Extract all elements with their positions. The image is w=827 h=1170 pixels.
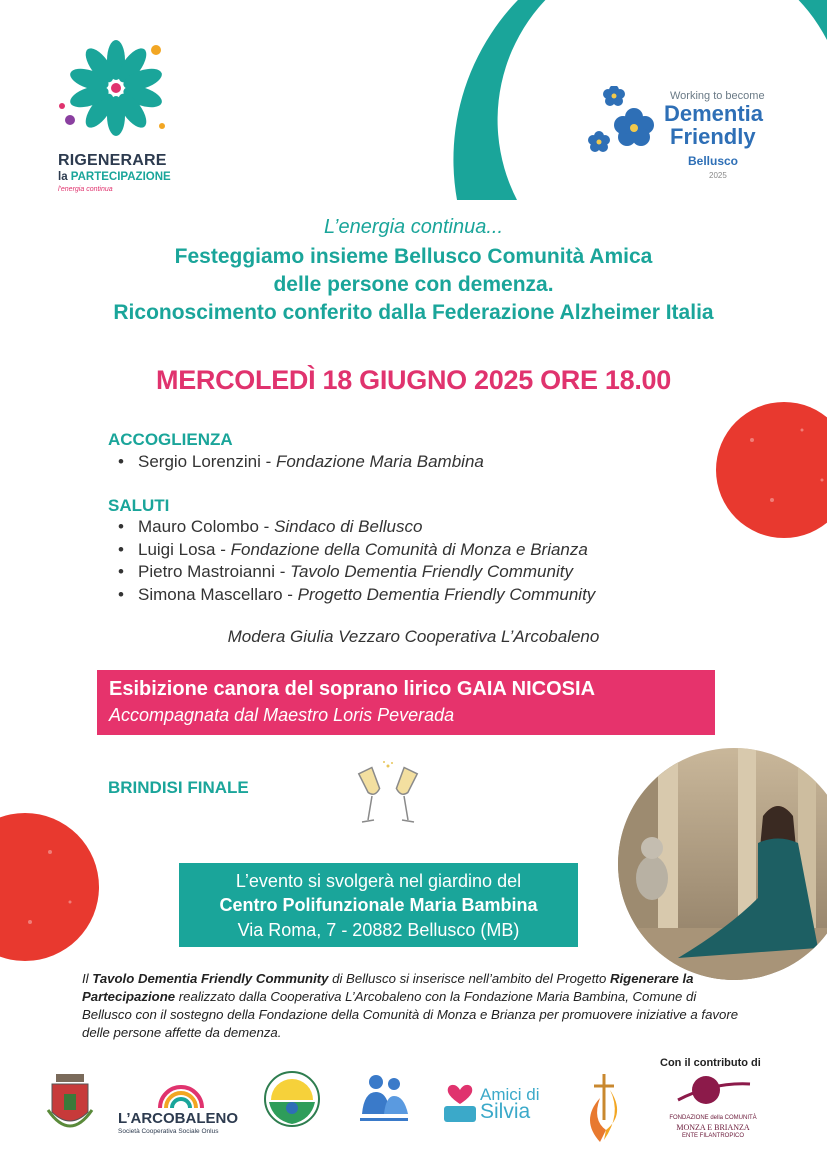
- headline-line1: Festeggiamo insieme Bellusco Comunità Amica: [174, 245, 653, 268]
- performance-title: Esibizione canora del soprano lirico GAIA NICOSIA: [109, 678, 596, 700]
- amici-name: Amici di Silvia: [480, 1085, 540, 1123]
- df-line1: Dementia: [664, 101, 764, 126]
- parrocchia-logo: [570, 1070, 640, 1150]
- rigenerare-subname: la PARTECIPAZIONE: [58, 171, 171, 183]
- forget-me-not-icon: [582, 86, 666, 166]
- saluti-title: SALUTI: [108, 496, 170, 515]
- rigenerare-name: RIGENERARE: [58, 152, 167, 169]
- arcobaleno-name: L’ARCOBALENO: [118, 1110, 238, 1127]
- rigenerare-logo: [52, 36, 182, 196]
- fcm-emblem-icon: [668, 1070, 758, 1114]
- dementia-friendly-logo: [582, 86, 802, 186]
- performance-subtitle: Accompagnata dal Maestro Loris Peverada: [109, 705, 455, 725]
- list-item: • Mauro Colombo - Sindaco di Bellusco: [138, 516, 595, 539]
- arcobaleno-logo: [118, 1070, 242, 1150]
- venue-address: Via Roma, 7 - 20882 Bellusco (MB): [237, 920, 520, 940]
- flower-icon: [52, 36, 172, 148]
- event-date: MERCOLEDÌ 18 GIUGNO 2025 ORE 18.00: [156, 365, 671, 395]
- rainbow-icon: [156, 1074, 206, 1110]
- venue-line1: L’evento si svolgerà nel giardino del: [235, 871, 522, 891]
- df-line2: Friendly: [670, 124, 756, 149]
- df-working: Working to become: [670, 90, 765, 102]
- venue-box: [179, 863, 578, 947]
- cross-flame-icon: [570, 1070, 640, 1146]
- maria-bambina-icon: [263, 1070, 321, 1128]
- coat-of-arms-icon: [46, 1070, 94, 1140]
- df-year: 2025: [709, 171, 727, 180]
- project-description: Il Tavolo Dementia Friendly Community di Bellusco si inserisce nell’ambito del Progetto Rigenerare la Partecipazione realizzato dalla Cooperativa L’Arcobaleno con la Fondazione Maria Bambina, Comune di Bellusco con il sostegno della Fondazione della Comunità di Monza e Brianza per promuovere iniziative a favore delle persone affette da demenza.: [82, 971, 739, 1040]
- fondazione-maria-bambina-logo: [263, 1070, 321, 1150]
- saluti-list: [138, 516, 595, 606]
- venue-name: Centro Polifunzionale Maria Bambina: [219, 895, 538, 915]
- performance-banner: [97, 670, 715, 735]
- champagne-glasses-icon: [350, 760, 426, 830]
- accoglienza-title: ACCOGLIENZA: [108, 430, 233, 449]
- contributo-label: Con il contributo di: [660, 1057, 761, 1069]
- soprano-photo: [618, 748, 827, 980]
- fcm-line2: MONZA E BRIANZA: [676, 1123, 750, 1132]
- df-place: Bellusco: [688, 154, 739, 168]
- brindisi-title: BRINDISI FINALE: [108, 778, 249, 797]
- list-item: • Simona Mascellaro - Progetto Dementia Friendly Community: [138, 584, 595, 607]
- fcm-line1: FONDAZIONE della COMUNITÀ: [669, 1115, 757, 1121]
- fondazione-comunita-mb-logo: [668, 1070, 758, 1150]
- headline-intro: L’energia continua...: [323, 216, 504, 238]
- heart-hand-icon: [442, 1080, 478, 1124]
- moderator: Modera Giulia Vezzaro Cooperativa L’Arcobaleno: [227, 627, 600, 646]
- comune-bellusco-logo: [46, 1070, 94, 1150]
- gruppo-volontari-logo: [356, 1070, 412, 1150]
- headline-line2: delle persone con demenza.: [273, 273, 554, 296]
- decorative-red-circle-right: [712, 400, 827, 540]
- volunteers-icon: [356, 1070, 412, 1126]
- list-item: • Pietro Mastroianni - Tavolo Dementia Friendly Community: [138, 561, 595, 584]
- headline-line3: Riconoscimento conferito dalla Federazione Alzheimer Italia: [113, 301, 714, 324]
- list-item: • Sergio Lorenzini - Fondazione Maria Bambina: [138, 451, 484, 474]
- fcm-line3: ENTE FILANTROPICO: [681, 1133, 744, 1139]
- amici-di-silvia-logo: [442, 1070, 552, 1150]
- decorative-red-circle-left: [0, 812, 100, 962]
- arcobaleno-sub: Società Cooperativa Sociale Onlus: [118, 1128, 219, 1135]
- accoglienza-list: [138, 451, 484, 474]
- rigenerare-tagline: l'energia continua: [58, 186, 113, 193]
- list-item: • Luigi Losa - Fondazione della Comunità di Monza e Brianza: [138, 539, 595, 562]
